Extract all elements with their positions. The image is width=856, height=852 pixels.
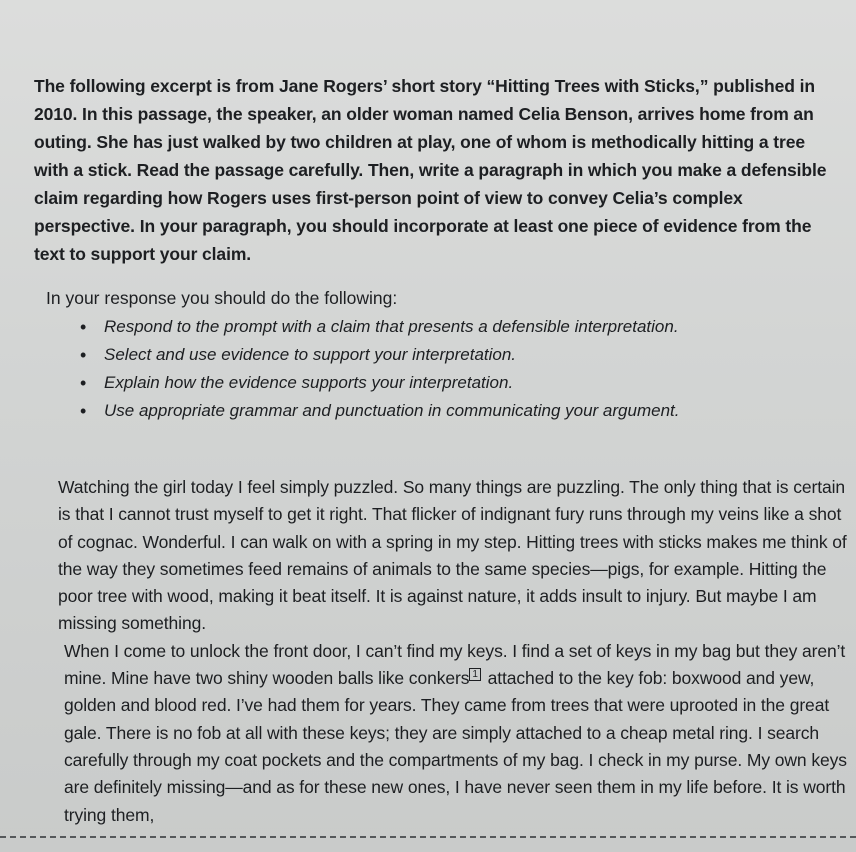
prompt-text: The following excerpt is from Jane Rogers’ short story “Hitting Trees with Sticks,” published in 2010. In this passage, the speaker, an older woman named Celia Benson, arrives home from an outing. She has just walked by two children at play, one of whom is methodically hitting a tree with a stick. Read the passage carefully. Then, write a paragraph in which you make a defensible claim regarding how Rogers uses first-person point of view to convey Celia’s complex perspective. In your paragraph, you should incorporate at least one piece of evidence from the text to support your claim.	[34, 76, 827, 264]
passage-paragraph-2-start: When I come to unlock the front door, I can’t find my keys. I find a set of keys in my bag but they aren’t mine. Mine have two shiny wooden balls like conkers	[64, 640, 846, 689]
instructions-list	[78, 313, 679, 425]
instruction-item: • Use appropriate grammar and punctuation in communicating your argument.	[78, 397, 679, 425]
passage-paragraph-1: Watching the girl today I feel simply puzzled. So many things are puzzling. The only thing that is certain is that I cannot trust myself to get it right. That flicker of indignant fury runs through my veins like a shot of cognac. Wonderful. I can walk on with a spring in my step. Hitting trees with sticks makes me think of the way they sometimes feed remains of animals to the same species—pigs, for example. Hitting the poor tree with wood, making it beat itself. It is against nature, it adds insult to injury. But maybe I am missing something.	[58, 477, 847, 634]
passage-excerpt	[58, 474, 848, 829]
instruction-item: • Select and use evidence to support your interpretation.	[78, 341, 679, 369]
page-bottom-divider	[0, 836, 856, 838]
footnote-marker[interactable]: 1	[469, 668, 480, 681]
instruction-item: • Respond to the prompt with a claim that presents a defensible interpretation.	[78, 313, 679, 341]
passage-paragraph-2-end: attached to the key fob: boxwood and yew, golden and blood red. I’ve had them for years. They came from trees that were uprooted in the great gale. There is no fob at all with these keys; they are simply attached to a cheap metal ring. I search carefully through my coat pockets and the compartments of my bag. I check in my purse. My own keys are definitely missing—and as for these new ones, I have never seen them in my life before. It is worth trying them,	[64, 668, 847, 825]
instruction-item: • Explain how the evidence supports your interpretation.	[78, 369, 679, 397]
passage-paragraph-2	[58, 638, 848, 829]
instructions-heading: In your response you should do the following:	[46, 288, 398, 308]
